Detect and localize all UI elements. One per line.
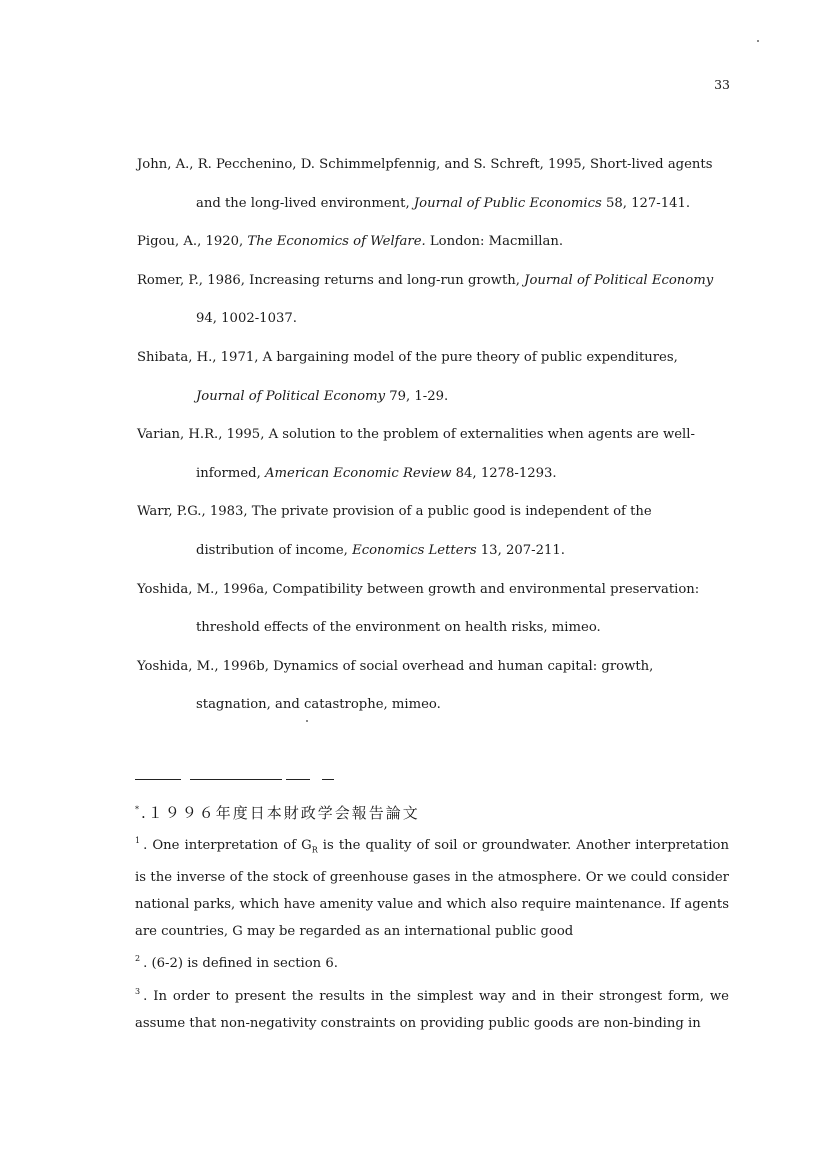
subscript: R: [311, 845, 318, 855]
scan-speck: [757, 40, 759, 42]
journal-title: Journal of Political Economy: [196, 388, 386, 404]
reference-text: London: Macmillan.: [425, 234, 564, 250]
reference-line: Shibata, H., 1971, A bargaining model of the pure theory of public expenditures,: [137, 349, 678, 365]
footnote: [135, 945, 729, 977]
reference-list: [137, 146, 737, 725]
reference-item: [137, 493, 737, 570]
reference-text: 79, 1-29.: [389, 388, 449, 404]
book-title: The Economics of Welfare.: [247, 234, 426, 250]
reference-line: [137, 262, 737, 301]
reference-text: and the long-lived environment,: [196, 195, 410, 211]
reference-text: 58, 127-141.: [605, 195, 691, 211]
reference-line: [137, 378, 737, 417]
footnote-heading: [135, 798, 729, 825]
reference-line: [137, 532, 737, 571]
reference-line: threshold effects of the environment on health risks, mimeo.: [196, 620, 601, 636]
footnote: [135, 827, 729, 945]
footnote-mark: 1: [135, 836, 141, 845]
footnote-rule: [286, 779, 310, 780]
reference-text: 13, 207-211.: [480, 542, 565, 558]
reference-line: [137, 223, 737, 262]
reference-line: Yoshida, M., 1996b, Dynamics of social overhead and human capital: growth,: [137, 658, 654, 674]
footnote-text: . (6-2) is defined in section 6.: [143, 956, 338, 972]
reference-item: [137, 262, 737, 339]
footnote-mark: *: [135, 805, 141, 814]
footnote-mark: 2: [135, 954, 141, 964]
footnote-rule: [322, 779, 334, 780]
footnote-heading-text: .１９９６年度日本財政学会報告論文: [141, 804, 420, 822]
reference-line: Varian, H.R., 1995, A solution to the problem of externalities when agents are well-: [137, 427, 695, 443]
footnote-mark: 3: [135, 986, 141, 996]
footnote-rule: [135, 779, 181, 780]
reference-text: informed,: [196, 465, 261, 481]
reference-item: [137, 648, 737, 725]
footnote-text: is the quality of soil or groundwater. Another interpretation is the inverse of the stock of greenhouse gases in the atmosphere. Or we could consider national parks, which have amenity value and which also require maintenance. If agents are countries, G may be regarded as an international public good: [135, 838, 729, 940]
reference-item: [137, 146, 737, 223]
reference-line: John, A., R. Pecchenino, D. Schimmelpfennig, and S. Schreft, 1995, Short-lived agents: [137, 157, 713, 172]
reference-line: stagnation, and catastrophe, mimeo.: [196, 697, 441, 713]
reference-item: [137, 416, 737, 493]
reference-item: [137, 223, 737, 262]
page-number: 33: [714, 77, 730, 92]
reference-line: [137, 455, 737, 494]
reference-line: Warr, P.G., 1983, The private provision of a public good is independent of the: [137, 504, 652, 520]
reference-line: Yoshida, M., 1996a, Compatibility between growth and environmental preservation:: [137, 581, 700, 597]
reference-text: 84, 1278-1293.: [455, 465, 557, 481]
footnote: [135, 978, 729, 1037]
scan-speck: [306, 720, 308, 722]
reference-text: Pigou, A., 1920,: [137, 234, 244, 250]
reference-item: [137, 571, 737, 648]
reference-text: distribution of income,: [196, 542, 348, 558]
journal-title: Journal of Political Economy: [524, 272, 714, 288]
footnote-rule: [190, 779, 282, 780]
footnotes: [135, 798, 729, 1037]
reference-line: 94, 1002-1037.: [196, 311, 297, 327]
journal-title: Journal of Public Economics: [413, 195, 602, 211]
reference-line: [137, 185, 737, 224]
reference-item: [137, 339, 737, 416]
reference-text: Romer, P., 1986, Increasing returns and long-run growth,: [137, 272, 520, 288]
footnote-text: . In order to present the results in the simplest way and in their strongest form, we assume that non-negativity constraints on providing public goods are non-binding in: [135, 988, 729, 1031]
journal-title: Economics Letters: [352, 542, 477, 558]
journal-title: American Economic Review: [264, 465, 452, 481]
footnote-text: . One interpretation of G: [143, 838, 312, 853]
